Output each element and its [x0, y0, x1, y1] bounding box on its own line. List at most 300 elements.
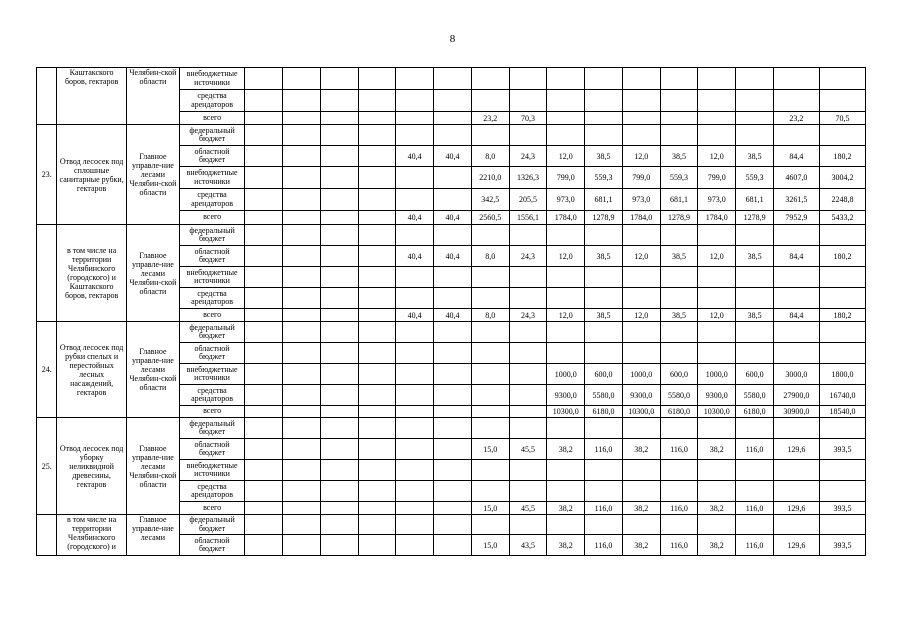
value-cell	[434, 481, 472, 502]
value-cell: 38,5	[585, 146, 623, 167]
value-cell	[434, 535, 472, 556]
value-cell: 1784,0	[547, 211, 585, 225]
value-cell: 116,0	[736, 439, 774, 460]
value-cell	[396, 535, 434, 556]
value-cell	[358, 309, 396, 322]
value-cell: 23,2	[773, 112, 819, 125]
value-cell	[434, 406, 472, 418]
value-cell	[283, 112, 321, 125]
value-cell: 38,2	[698, 535, 736, 556]
value-cell	[698, 418, 736, 439]
value-cell	[283, 309, 321, 322]
value-cell	[698, 322, 736, 343]
value-cell	[358, 167, 396, 189]
value-cell: 40,4	[396, 211, 434, 225]
value-cell	[320, 309, 358, 322]
value-cell	[283, 189, 321, 211]
value-cell	[622, 322, 660, 343]
row-number	[37, 68, 57, 125]
value-cell	[283, 406, 321, 418]
funding-source: внебюджетные источники	[179, 267, 244, 288]
value-cell: 40,4	[396, 246, 434, 267]
value-cell	[245, 246, 283, 267]
value-cell	[320, 418, 358, 439]
value-cell	[396, 439, 434, 460]
value-cell	[509, 125, 547, 146]
value-cell	[434, 112, 472, 125]
value-cell	[434, 418, 472, 439]
value-cell: 24,3	[509, 146, 547, 167]
value-cell	[245, 288, 283, 309]
value-cell: 38,2	[698, 439, 736, 460]
value-cell	[320, 112, 358, 125]
value-cell	[283, 288, 321, 309]
page-number: 8	[449, 33, 456, 45]
value-cell	[434, 68, 472, 90]
value-cell	[245, 418, 283, 439]
value-cell	[396, 225, 434, 246]
value-cell	[320, 211, 358, 225]
value-cell	[547, 267, 585, 288]
value-cell	[660, 481, 698, 502]
value-cell: 116,0	[736, 502, 774, 515]
value-cell	[736, 418, 774, 439]
value-cell	[471, 406, 509, 418]
value-cell	[471, 322, 509, 343]
value-cell: 116,0	[660, 535, 698, 556]
value-cell: 799,0	[547, 167, 585, 189]
funding-source: внебюджетные источники	[179, 167, 244, 189]
value-cell	[283, 146, 321, 167]
value-cell: 8,0	[471, 309, 509, 322]
value-cell	[283, 322, 321, 343]
value-cell	[320, 189, 358, 211]
value-cell	[509, 418, 547, 439]
value-cell: 2248,8	[819, 189, 865, 211]
value-cell	[660, 515, 698, 535]
value-cell	[245, 211, 283, 225]
funding-source: средства арендаторов	[179, 189, 244, 211]
value-cell: 10300,0	[547, 406, 585, 418]
activity-description: Отвод лесосек под сплошные санитарные рубки, гектаров	[57, 125, 126, 225]
value-cell	[773, 288, 819, 309]
value-cell: 1278,9	[585, 211, 623, 225]
value-cell	[283, 246, 321, 267]
funding-source: областной бюджет	[179, 439, 244, 460]
value-cell: 129,6	[773, 535, 819, 556]
value-cell	[358, 460, 396, 481]
value-cell	[819, 225, 865, 246]
value-cell: 559,3	[660, 167, 698, 189]
value-cell: 2210,0	[471, 167, 509, 189]
value-cell: 70,3	[509, 112, 547, 125]
value-cell: 12,0	[698, 146, 736, 167]
value-cell	[245, 322, 283, 343]
value-cell	[819, 322, 865, 343]
value-cell: 9300,0	[622, 385, 660, 406]
value-cell	[245, 267, 283, 288]
value-cell	[471, 288, 509, 309]
value-cell	[819, 460, 865, 481]
value-cell	[509, 385, 547, 406]
value-cell	[622, 418, 660, 439]
value-cell: 5580,0	[736, 385, 774, 406]
value-cell: 1784,0	[622, 211, 660, 225]
value-cell	[358, 385, 396, 406]
value-cell: 116,0	[660, 502, 698, 515]
funding-source: внебюджетные источники	[179, 364, 244, 385]
value-cell	[396, 125, 434, 146]
value-cell: 393,5	[819, 502, 865, 515]
value-cell	[396, 322, 434, 343]
funding-source: областной бюджет	[179, 246, 244, 267]
value-cell	[245, 535, 283, 556]
value-cell	[358, 146, 396, 167]
value-cell	[660, 460, 698, 481]
value-cell: 5580,0	[585, 385, 623, 406]
value-cell: 12,0	[622, 146, 660, 167]
value-cell	[358, 343, 396, 364]
value-cell	[471, 481, 509, 502]
value-cell	[320, 225, 358, 246]
value-cell: 3000,0	[773, 364, 819, 385]
value-cell: 38,5	[660, 309, 698, 322]
value-cell	[698, 225, 736, 246]
value-cell	[660, 288, 698, 309]
funding-source: федеральный бюджет	[179, 225, 244, 246]
value-cell	[509, 267, 547, 288]
value-cell	[245, 343, 283, 364]
value-cell	[773, 68, 819, 90]
row-number: 24.	[37, 322, 57, 418]
value-cell	[245, 406, 283, 418]
value-cell	[434, 385, 472, 406]
value-cell: 393,5	[819, 535, 865, 556]
funding-source: всего	[179, 309, 244, 322]
value-cell	[622, 112, 660, 125]
value-cell	[283, 68, 321, 90]
value-cell	[660, 418, 698, 439]
value-cell	[320, 460, 358, 481]
value-cell	[547, 460, 585, 481]
value-cell	[396, 112, 434, 125]
value-cell: 38,2	[547, 439, 585, 460]
value-cell: 129,6	[773, 439, 819, 460]
funding-source: областной бюджет	[179, 535, 244, 556]
value-cell	[585, 112, 623, 125]
responsible-organization: Главное управле-ние лесами Челябин-ской области	[126, 225, 179, 322]
value-cell	[736, 288, 774, 309]
value-cell: 6180,0	[585, 406, 623, 418]
value-cell: 15,0	[471, 439, 509, 460]
value-cell: 10300,0	[622, 406, 660, 418]
value-cell: 12,0	[622, 246, 660, 267]
value-cell: 27900,0	[773, 385, 819, 406]
funding-source: областной бюджет	[179, 343, 244, 364]
value-cell	[358, 418, 396, 439]
funding-source: средства арендаторов	[179, 90, 244, 112]
value-cell	[660, 343, 698, 364]
value-cell: 38,5	[585, 246, 623, 267]
value-cell	[547, 112, 585, 125]
value-cell: 24,3	[509, 246, 547, 267]
value-cell	[471, 343, 509, 364]
funding-source: всего	[179, 112, 244, 125]
value-cell	[773, 481, 819, 502]
funding-source: федеральный бюджет	[179, 515, 244, 535]
value-cell	[283, 225, 321, 246]
value-cell	[622, 460, 660, 481]
value-cell: 973,0	[622, 189, 660, 211]
value-cell: 9300,0	[547, 385, 585, 406]
value-cell	[660, 112, 698, 125]
value-cell	[320, 481, 358, 502]
funding-source: средства арендаторов	[179, 385, 244, 406]
value-cell: 116,0	[660, 439, 698, 460]
value-cell: 1326,3	[509, 167, 547, 189]
responsible-organization: Главное управле-ние лесами Челябин-ской области	[126, 322, 179, 418]
value-cell: 16740,0	[819, 385, 865, 406]
funding-source: всего	[179, 502, 244, 515]
value-cell: 40,4	[396, 146, 434, 167]
value-cell	[736, 481, 774, 502]
value-cell	[358, 439, 396, 460]
value-cell: 40,4	[434, 211, 472, 225]
value-cell	[434, 322, 472, 343]
activity-description: в том числе на территории Челябинского (городского) и Каштакского боров, гектаров	[57, 225, 126, 322]
funding-source: всего	[179, 211, 244, 225]
value-cell	[396, 288, 434, 309]
value-cell: 12,0	[547, 246, 585, 267]
value-cell	[245, 309, 283, 322]
value-cell: 180,2	[819, 146, 865, 167]
value-cell	[358, 515, 396, 535]
value-cell: 15,0	[471, 535, 509, 556]
value-cell	[622, 90, 660, 112]
value-cell: 10300,0	[698, 406, 736, 418]
value-cell: 180,2	[819, 309, 865, 322]
value-cell	[434, 125, 472, 146]
value-cell	[509, 90, 547, 112]
value-cell	[283, 535, 321, 556]
value-cell: 559,3	[736, 167, 774, 189]
value-cell	[585, 267, 623, 288]
value-cell	[283, 385, 321, 406]
value-cell	[358, 225, 396, 246]
value-cell	[471, 225, 509, 246]
value-cell: 38,2	[547, 535, 585, 556]
value-cell: 30900,0	[773, 406, 819, 418]
value-cell	[434, 439, 472, 460]
value-cell	[396, 167, 434, 189]
responsible-organization: Главное управле-ние лесами Челябин-ской области	[126, 125, 179, 225]
funding-source: федеральный бюджет	[179, 418, 244, 439]
value-cell: 8,0	[471, 146, 509, 167]
row-number	[37, 515, 57, 556]
value-cell	[622, 343, 660, 364]
value-cell: 12,0	[622, 309, 660, 322]
value-cell	[396, 385, 434, 406]
value-cell: 38,2	[547, 502, 585, 515]
value-cell	[358, 406, 396, 418]
value-cell	[660, 68, 698, 90]
value-cell	[245, 364, 283, 385]
value-cell: 40,4	[434, 246, 472, 267]
value-cell	[396, 418, 434, 439]
value-cell	[819, 418, 865, 439]
value-cell: 84,4	[773, 309, 819, 322]
value-cell: 4607,0	[773, 167, 819, 189]
value-cell	[320, 125, 358, 146]
value-cell: 180,2	[819, 246, 865, 267]
value-cell	[819, 515, 865, 535]
value-cell: 45,5	[509, 502, 547, 515]
value-cell	[283, 515, 321, 535]
value-cell	[547, 288, 585, 309]
value-cell	[283, 364, 321, 385]
value-cell: 393,5	[819, 439, 865, 460]
value-cell	[396, 343, 434, 364]
value-cell: 38,2	[698, 502, 736, 515]
value-cell	[698, 481, 736, 502]
value-cell	[660, 322, 698, 343]
value-cell	[547, 418, 585, 439]
value-cell: 1784,0	[698, 211, 736, 225]
table-row	[37, 125, 866, 146]
value-cell	[320, 535, 358, 556]
value-cell	[819, 343, 865, 364]
value-cell	[622, 267, 660, 288]
table-row	[37, 322, 866, 343]
value-cell: 600,0	[736, 364, 774, 385]
value-cell: 38,5	[585, 309, 623, 322]
value-cell	[283, 343, 321, 364]
value-cell: 38,2	[622, 439, 660, 460]
value-cell	[585, 515, 623, 535]
value-cell: 5433,2	[819, 211, 865, 225]
value-cell: 8,0	[471, 246, 509, 267]
value-cell	[736, 515, 774, 535]
responsible-organization: Челябин-ской области	[126, 68, 179, 125]
value-cell: 38,5	[736, 146, 774, 167]
value-cell: 3004,2	[819, 167, 865, 189]
value-cell	[358, 112, 396, 125]
value-cell	[396, 364, 434, 385]
value-cell	[547, 90, 585, 112]
funding-source: средства арендаторов	[179, 288, 244, 309]
value-cell: 681,1	[660, 189, 698, 211]
value-cell	[358, 246, 396, 267]
value-cell	[358, 364, 396, 385]
value-cell	[358, 322, 396, 343]
value-cell	[773, 125, 819, 146]
value-cell: 1000,0	[698, 364, 736, 385]
value-cell	[585, 343, 623, 364]
value-cell	[396, 267, 434, 288]
value-cell	[547, 343, 585, 364]
value-cell	[698, 90, 736, 112]
value-cell	[622, 68, 660, 90]
value-cell	[471, 364, 509, 385]
value-cell: 12,0	[698, 309, 736, 322]
responsible-organization: Главное управле-ние лесами Челябин-ской области	[126, 418, 179, 515]
value-cell	[736, 343, 774, 364]
value-cell	[358, 288, 396, 309]
value-cell	[819, 68, 865, 90]
value-cell: 1000,0	[547, 364, 585, 385]
value-cell	[283, 211, 321, 225]
value-cell	[698, 112, 736, 125]
value-cell	[320, 343, 358, 364]
value-cell	[736, 225, 774, 246]
value-cell	[585, 481, 623, 502]
value-cell	[547, 322, 585, 343]
value-cell	[660, 125, 698, 146]
value-cell	[736, 267, 774, 288]
value-cell	[509, 68, 547, 90]
value-cell	[547, 68, 585, 90]
value-cell	[434, 267, 472, 288]
value-cell: 342,5	[471, 189, 509, 211]
value-cell	[245, 68, 283, 90]
value-cell	[509, 343, 547, 364]
value-cell	[245, 112, 283, 125]
value-cell	[434, 288, 472, 309]
value-cell	[773, 460, 819, 481]
value-cell	[358, 502, 396, 515]
value-cell	[396, 68, 434, 90]
value-cell	[736, 125, 774, 146]
value-cell: 40,4	[434, 309, 472, 322]
value-cell	[773, 267, 819, 288]
value-cell	[320, 68, 358, 90]
value-cell: 70,5	[819, 112, 865, 125]
value-cell: 559,3	[585, 167, 623, 189]
value-cell	[585, 90, 623, 112]
value-cell: 116,0	[585, 535, 623, 556]
value-cell	[283, 267, 321, 288]
value-cell	[622, 481, 660, 502]
table-row	[37, 515, 866, 535]
activity-description: Отвод лесосек под уборку неликвидной древесины, гектаров	[57, 418, 126, 515]
value-cell	[434, 364, 472, 385]
value-cell	[660, 90, 698, 112]
value-cell: 38,2	[622, 502, 660, 515]
value-cell	[320, 288, 358, 309]
budget-table	[36, 67, 866, 556]
value-cell: 116,0	[736, 535, 774, 556]
value-cell	[736, 90, 774, 112]
value-cell	[471, 515, 509, 535]
value-cell	[509, 288, 547, 309]
value-cell	[245, 167, 283, 189]
value-cell: 84,4	[773, 246, 819, 267]
value-cell	[396, 460, 434, 481]
value-cell: 1556,1	[509, 211, 547, 225]
value-cell	[283, 502, 321, 515]
value-cell	[283, 90, 321, 112]
value-cell	[547, 481, 585, 502]
table-row	[37, 418, 866, 439]
value-cell	[320, 246, 358, 267]
value-cell	[320, 167, 358, 189]
value-cell	[698, 267, 736, 288]
value-cell: 45,5	[509, 439, 547, 460]
value-cell: 7952,9	[773, 211, 819, 225]
value-cell	[622, 225, 660, 246]
value-cell	[396, 481, 434, 502]
value-cell: 600,0	[660, 364, 698, 385]
